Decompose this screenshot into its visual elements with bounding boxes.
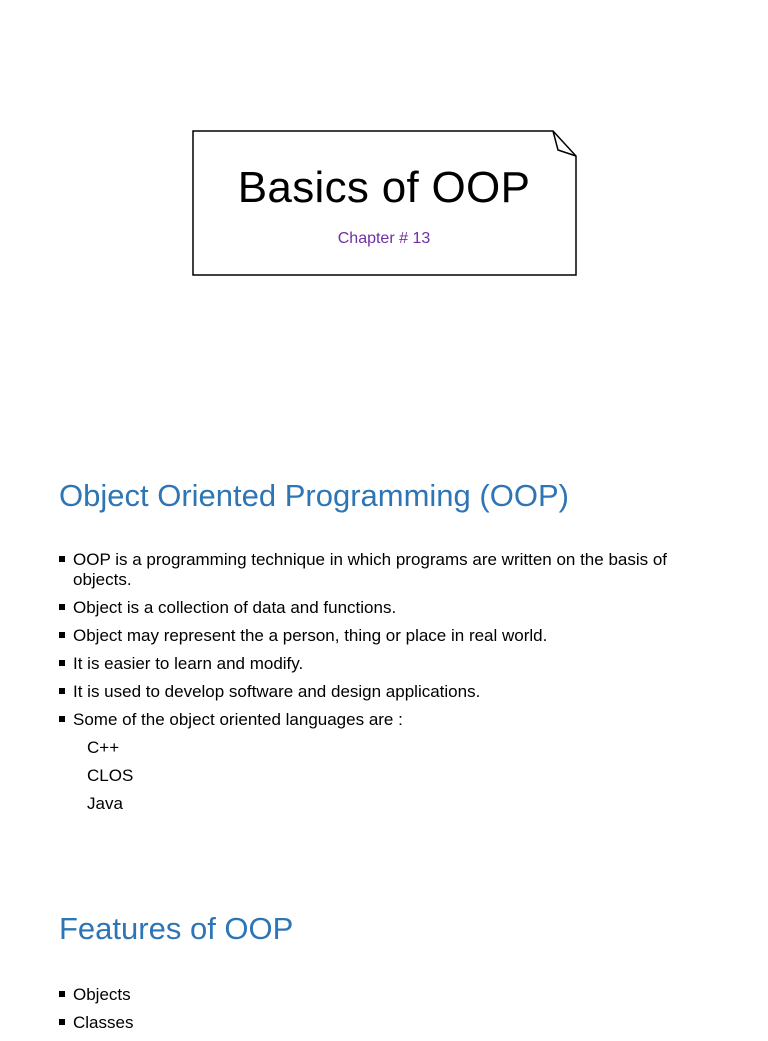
- features-bullet-list: [59, 985, 719, 1041]
- square-bullet-icon: [59, 604, 65, 610]
- slide-title: Basics of OOP: [237, 163, 531, 212]
- square-bullet-icon: [59, 632, 65, 638]
- features-heading: Features of OOP: [59, 911, 294, 946]
- square-bullet-icon: [59, 991, 65, 997]
- square-bullet-icon: [59, 660, 65, 666]
- square-bullet-icon: [59, 716, 65, 722]
- bullet-text: Object is a collection of data and functions.: [73, 598, 397, 617]
- oop-bullet-list: [59, 550, 719, 738]
- bullet-text: OOP is a programming technique in which programs are written on the basis of objects.: [73, 550, 668, 589]
- list-item: [59, 710, 719, 730]
- list-item: [59, 1013, 719, 1033]
- language-item: C++: [87, 738, 120, 757]
- slide-subtitle: Chapter # 13: [337, 230, 431, 247]
- list-item: [59, 682, 719, 702]
- list-item: [59, 626, 719, 646]
- bullet-text: It is used to develop software and design applications.: [73, 682, 481, 701]
- bullet-text: Object may represent the a person, thing or place in real world.: [73, 626, 548, 645]
- oop-heading: Object Oriented Programming (OOP): [59, 478, 569, 513]
- bullet-text: It is easier to learn and modify.: [73, 654, 304, 673]
- bullet-text: Objects: [73, 985, 131, 1004]
- bullet-text: Classes: [73, 1013, 134, 1032]
- list-item: [59, 550, 719, 590]
- square-bullet-icon: [59, 556, 65, 562]
- square-bullet-icon: [59, 688, 65, 694]
- square-bullet-icon: [59, 1019, 65, 1025]
- list-item: [59, 985, 719, 1005]
- language-item: CLOS: [87, 766, 134, 785]
- list-item: [59, 598, 719, 618]
- list-item: [59, 654, 719, 674]
- bullet-text: Some of the object oriented languages are :: [73, 710, 403, 729]
- language-item: Java: [87, 794, 123, 813]
